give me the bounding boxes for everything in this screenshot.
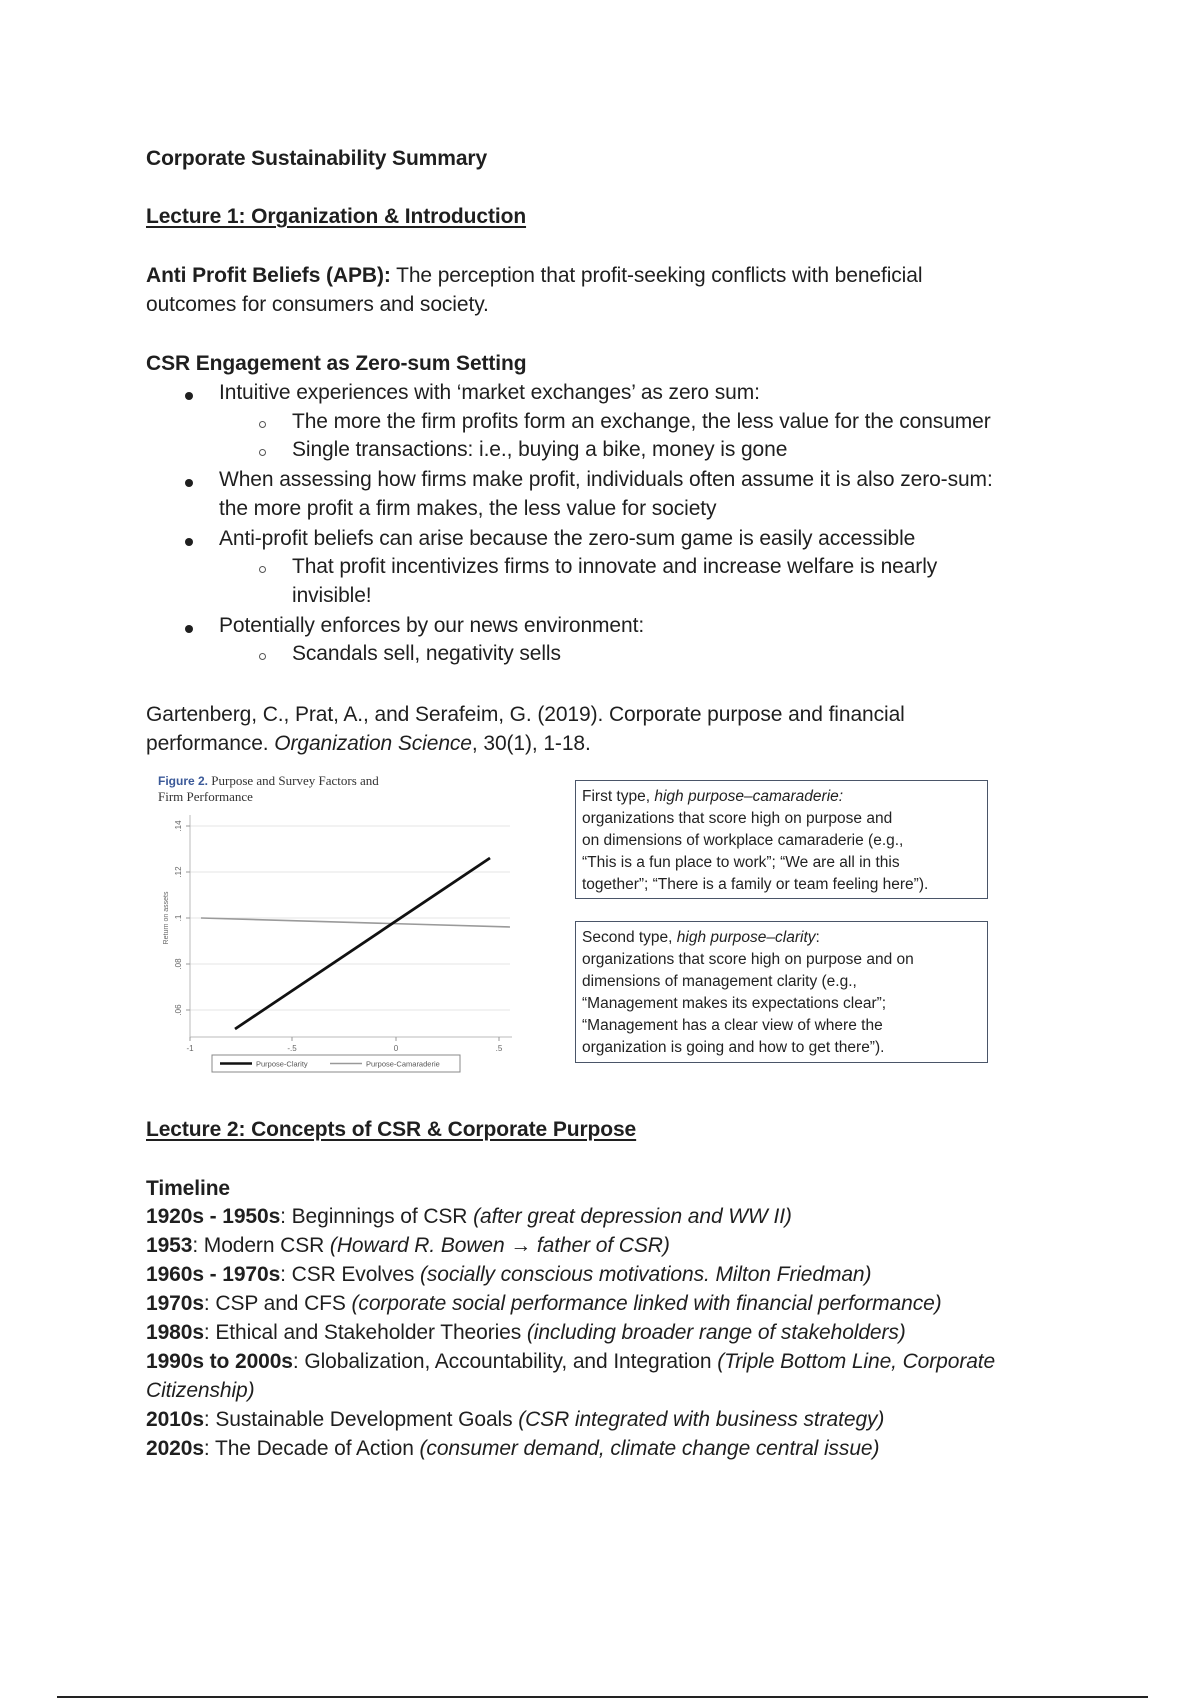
figure-caption-2: Firm Performance — [158, 789, 253, 804]
timeline-entry — [146, 1434, 879, 1463]
sub-list-item-cont: invisible! — [292, 584, 372, 607]
series-purpose-camaraderie — [201, 918, 510, 927]
timeline-period: 1980s — [146, 1321, 204, 1344]
timeline-note: (Howard R. Bowen → father of CSR) — [329, 1234, 670, 1257]
list-item: Potentially enforces by our news environment: — [219, 614, 645, 637]
sub-list-item: The more the firm profits form an exchange, the less value for the consumer — [292, 410, 991, 433]
lecture1-heading: Lecture 1: Organization & Introduction — [146, 205, 527, 228]
timeline-note: (Triple Bottom Line, Corporate — [717, 1350, 996, 1373]
timeline-entry — [146, 1318, 906, 1347]
apb-term: Anti Profit Beliefs (APB): — [146, 264, 391, 287]
timeline-desc: : CSP and CFS — [203, 1292, 352, 1315]
timeline-period: 1920s - 1950s — [146, 1205, 281, 1228]
list-item: Anti-profit beliefs can arise because the zero-sum game is easily accessible — [219, 527, 916, 550]
box1-line: organizations that score high on purpose and — [582, 810, 893, 827]
timeline-desc: : Modern CSR — [192, 1234, 330, 1257]
timeline-note: (socially conscious motivations. Milton Friedman) — [419, 1263, 872, 1286]
apb-text-1: The perception that profit-seeking conflicts with beneficial — [390, 264, 923, 287]
timeline-entry — [146, 1347, 995, 1376]
timeline-note-cont: Citizenship) — [146, 1379, 255, 1402]
timeline-note: (corporate social performance linked with financial performance) — [351, 1292, 942, 1315]
timeline-desc: : Beginnings of CSR — [280, 1205, 474, 1228]
camaraderie-box — [575, 780, 988, 899]
timeline-desc: : Globalization, Accountability, and Integration — [292, 1350, 718, 1373]
citation-journal: Organization Science — [274, 732, 472, 755]
list-item: When assessing how firms make profit, individuals often assume it is also zero-sum: — [219, 468, 993, 491]
citation-line-2 — [146, 729, 591, 758]
series-purpose-clarity — [235, 858, 490, 1029]
y-tick: .08 — [174, 958, 183, 970]
box2-line: “Management has a clear view of where the — [582, 1017, 883, 1034]
timeline-note: (consumer demand, climate change central issue) — [419, 1437, 880, 1460]
box1-label: First type, — [582, 788, 655, 805]
page-bottom-rule — [57, 1696, 1148, 1698]
timeline-period: 2020s — [146, 1437, 204, 1460]
box2-label: Second type, — [582, 929, 677, 946]
y-tick: .14 — [174, 820, 183, 832]
list-item-cont: the more profit a firm makes, the less value for society — [219, 497, 717, 520]
box1-line: together”; “There is a family or team feeling here”). — [582, 876, 929, 893]
timeline-desc: : The Decade of Action — [203, 1437, 420, 1460]
timeline-period: 1960s - 1970s — [146, 1263, 281, 1286]
box1-line: “This is a fun place to work”; “We are all in this — [582, 854, 900, 871]
timeline-note: (after great depression and WW II) — [473, 1205, 792, 1228]
circle-bullet-icon — [259, 449, 266, 456]
timeline-period: 1970s — [146, 1292, 204, 1315]
clarity-box — [575, 921, 988, 1063]
timeline-period: 1953 — [146, 1234, 193, 1257]
zero-sum-heading: CSR Engagement as Zero-sum Setting — [146, 352, 527, 375]
legend-camaraderie: Purpose-Camaraderie — [366, 1059, 440, 1069]
box2-type: high purpose–clarity — [676, 929, 816, 946]
box2-line: dimensions of management clarity (e.g., — [582, 973, 857, 990]
y-tick: .12 — [174, 866, 183, 878]
timeline-heading: Timeline — [146, 1177, 231, 1200]
timeline-entry — [146, 1202, 792, 1231]
x-tick: -.5 — [287, 1044, 297, 1053]
timeline-entry — [146, 1260, 871, 1289]
timeline-note: (including broader range of stakeholders) — [526, 1321, 906, 1344]
box2-line: “Management makes its expectations clear”; — [582, 995, 887, 1012]
circle-bullet-icon — [259, 653, 266, 660]
x-tick: .5 — [495, 1044, 503, 1053]
legend-clarity: Purpose-Clarity — [256, 1059, 308, 1069]
list-item: Intuitive experiences with ‘market exchanges’ as zero sum: — [219, 381, 760, 404]
box2-colon: : — [815, 929, 820, 946]
line-chart — [150, 805, 530, 1080]
document-title: Corporate Sustainability Summary — [146, 147, 488, 170]
timeline-entry — [146, 1405, 884, 1434]
timeline-desc: : CSR Evolves — [280, 1263, 420, 1286]
figure-label: Figure 2. — [158, 774, 209, 788]
circle-bullet-icon — [259, 421, 266, 428]
x-tick: -1 — [186, 1044, 194, 1053]
timeline-entry — [146, 1289, 942, 1318]
bullet-icon — [185, 625, 193, 633]
bullet-icon — [185, 479, 193, 487]
box1-type: high purpose–camaraderie: — [654, 788, 844, 805]
apb-text-2: outcomes for consumers and society. — [146, 293, 489, 316]
timeline-note: (CSR integrated with business strategy) — [518, 1408, 885, 1431]
apb-definition — [146, 261, 922, 290]
lecture2-heading: Lecture 2: Concepts of CSR & Corporate Purpose — [146, 1118, 637, 1141]
box2-line: organization is going and how to get there”). — [582, 1039, 885, 1056]
figure-caption-1: Purpose and Survey Factors and — [208, 773, 379, 788]
citation-text: performance. — [146, 732, 275, 755]
sub-list-item: Scandals sell, negativity sells — [292, 642, 561, 665]
circle-bullet-icon — [259, 566, 266, 573]
sub-list-item: Single transactions: i.e., buying a bike, money is gone — [292, 438, 788, 461]
y-axis-label: Return on assets — [163, 891, 170, 945]
timeline-desc: : Ethical and Stakeholder Theories — [203, 1321, 527, 1344]
timeline-period: 1990s to 2000s — [146, 1350, 293, 1373]
sub-list-item: That profit incentivizes firms to innovate and increase welfare is nearly — [292, 555, 938, 578]
timeline-desc: : Sustainable Development Goals — [203, 1408, 519, 1431]
figure-caption — [158, 773, 379, 805]
timeline-entry — [146, 1231, 670, 1260]
y-tick: .1 — [174, 914, 183, 922]
bullet-icon — [185, 392, 193, 400]
box2-line: organizations that score high on purpose and on — [582, 951, 914, 968]
citation-line-1: Gartenberg, C., Prat, A., and Serafeim, G. (2019). Corporate purpose and financial — [146, 703, 905, 726]
box1-line: on dimensions of workplace camaraderie (e.g., — [582, 832, 904, 849]
bullet-icon — [185, 538, 193, 546]
x-tick: 0 — [393, 1044, 399, 1053]
timeline-period: 2010s — [146, 1408, 204, 1431]
citation-volume: , 30(1), 1-18. — [471, 732, 591, 755]
y-tick: .06 — [174, 1004, 183, 1016]
